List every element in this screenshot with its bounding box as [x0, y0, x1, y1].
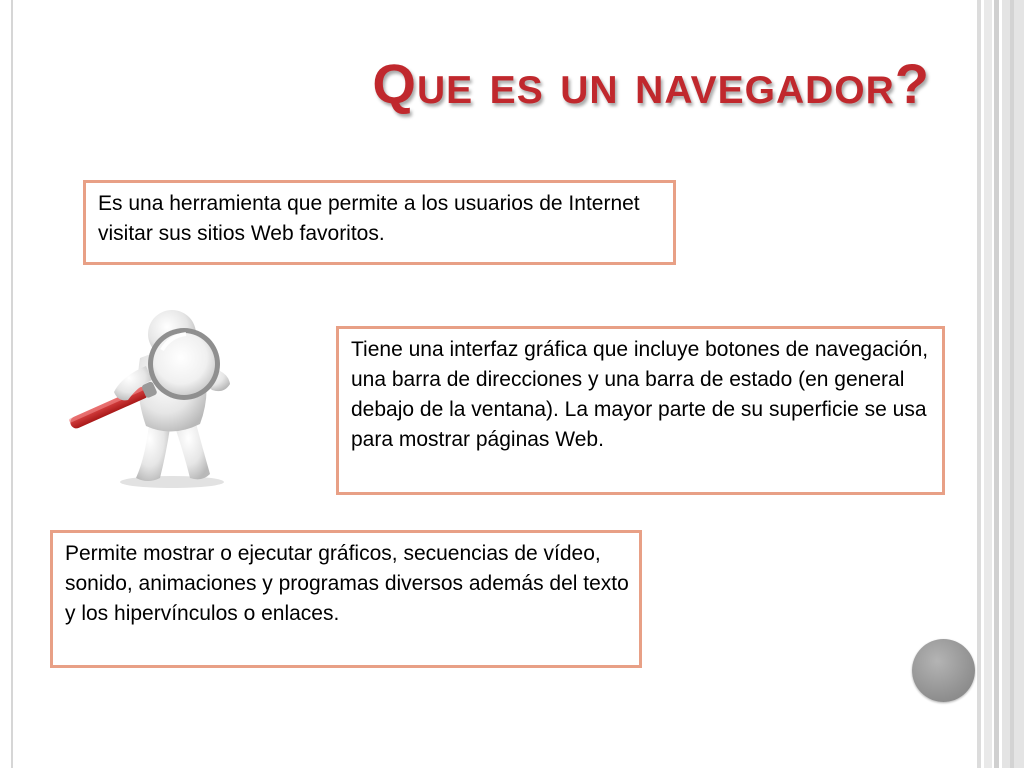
right-decorative-bar: [1010, 0, 1014, 768]
slide-nav-circle-button[interactable]: [912, 639, 975, 702]
capabilities-textbox: Permite mostrar o ejecutar gráficos, secuencias de vídeo, sonido, animaciones y programas diversos además del texto y los hipervínculos o enlaces.: [50, 530, 642, 668]
magnifier-person-icon: [62, 306, 252, 490]
interface-textbox: Tiene una interfaz gráfica que incluye botones de navegación, una barra de direcciones y una barra de estado (en general debajo de la ventana). La mayor parte de su superficie se usa para mostrar páginas Web.: [336, 326, 945, 495]
definition-textbox: Es una herramienta que permite a los usuarios de Internet visitar sus sitios Web favoritos.: [83, 180, 676, 265]
slide-title: Que es un navegador?: [372, 52, 930, 115]
left-decorative-rule: [11, 0, 13, 768]
right-decorative-bar: [984, 0, 992, 768]
right-decorative-bar: [994, 0, 999, 768]
right-decorative-bar: [977, 0, 981, 768]
